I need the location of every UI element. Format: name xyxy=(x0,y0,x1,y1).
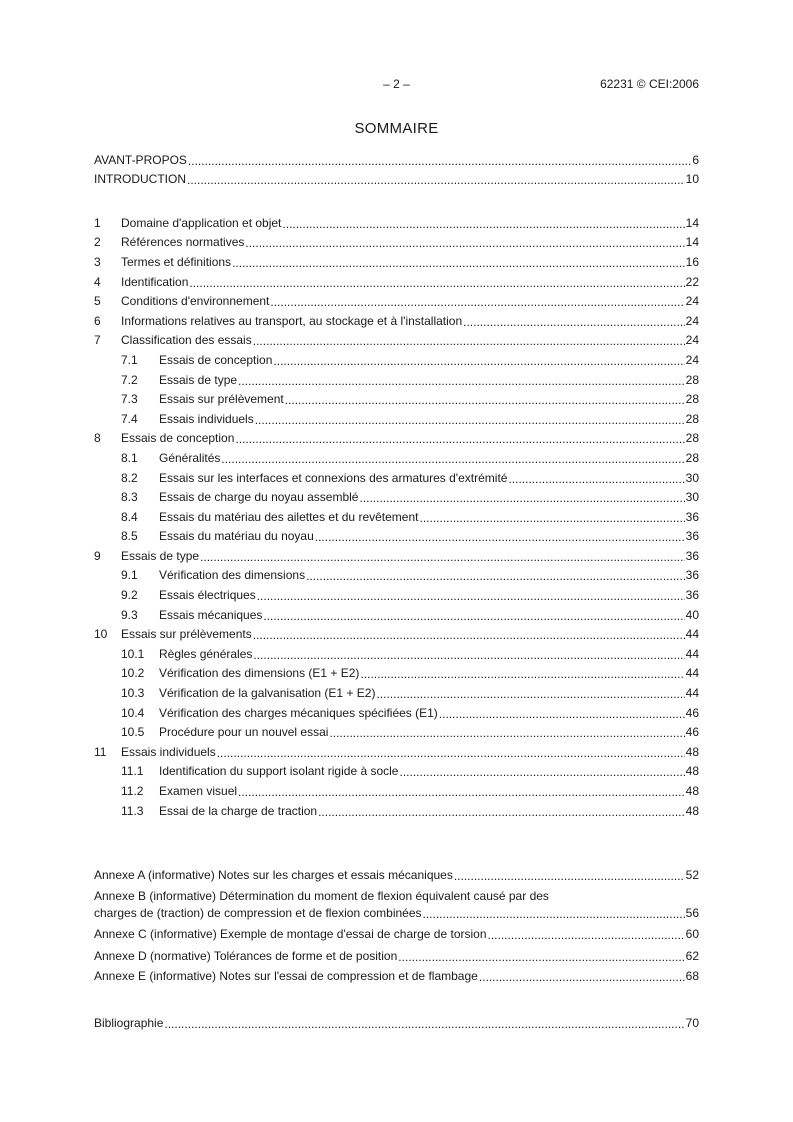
toc-entry-number: 9.1 xyxy=(121,568,138,583)
toc-entry-label: Essais de charge du noyau assemblé xyxy=(159,490,359,505)
toc-entry-page: 6 xyxy=(692,152,699,167)
toc-entry[interactable] xyxy=(94,585,699,605)
toc-entry-label: Annexe D (normative) Tolérances de forme et de position xyxy=(94,948,398,963)
toc-entry-label: Identification du support isolant rigide à socle xyxy=(159,764,399,779)
toc-entry-page: 48 xyxy=(685,803,699,818)
toc-entry-number: 9.3 xyxy=(121,607,138,622)
toc-entry[interactable] xyxy=(94,546,699,566)
toc-entry-label: Essais sur les interfaces et connexions des armatures d'extrémité xyxy=(159,470,508,485)
toc-entry[interactable] xyxy=(94,683,699,703)
toc-entry-number: 9 xyxy=(94,548,101,563)
toc-entry-number: 10.2 xyxy=(121,666,145,681)
toc-entry[interactable] xyxy=(94,624,699,644)
toc-entry-number: 3 xyxy=(94,254,101,269)
toc-entry-page: 28 xyxy=(685,450,699,465)
toc-entry-page: 14 xyxy=(685,215,699,230)
toc-entry-page: 36 xyxy=(685,568,699,583)
toc-entry-annex-a[interactable] xyxy=(94,865,699,885)
toc-entry-label: Essais sur prélèvement xyxy=(159,392,284,407)
toc-entry[interactable] xyxy=(94,389,699,409)
toc-entry-page: 52 xyxy=(685,867,699,882)
toc-entry-number: 7.3 xyxy=(121,392,138,407)
toc-entry-page: 24 xyxy=(685,352,699,367)
toc-entry[interactable] xyxy=(94,762,699,782)
toc-entry-label: Essais de conception xyxy=(121,431,235,446)
toc-entry-number: 10 xyxy=(94,627,108,642)
toc-entry-label: Annexe A (informative) Notes sur les charges et essais mécaniques xyxy=(94,867,453,882)
toc-entry-page: 22 xyxy=(685,274,699,289)
toc-entry-label: Généralités xyxy=(159,450,221,465)
toc-entry-page: 24 xyxy=(685,313,699,328)
toc-entry-label: Termes et définitions xyxy=(121,254,232,269)
toc-entry-page: 10 xyxy=(685,172,699,187)
toc-entry-page: 28 xyxy=(685,431,699,446)
toc-entry[interactable] xyxy=(94,311,699,331)
toc-entry-annex-c[interactable] xyxy=(94,925,699,945)
page-number: – 2 – xyxy=(383,77,410,91)
toc-entry-page: 36 xyxy=(685,509,699,524)
toc-entry-label: Essais du matériau des ailettes et du revêtement xyxy=(159,509,419,524)
toc-entry[interactable] xyxy=(94,429,699,449)
toc-entry-page: 28 xyxy=(685,392,699,407)
toc-entry[interactable] xyxy=(94,150,699,170)
toc-entry-label: Domaine d'application et objet xyxy=(121,215,282,230)
toc-entry-label: Examen visuel xyxy=(159,784,238,799)
toc-entry[interactable] xyxy=(94,566,699,586)
toc-entry-annex-b-line1[interactable]: Annexe B (informative) Détermination du moment de flexion équivalent causé par des xyxy=(94,888,549,903)
toc-entry-page: 24 xyxy=(685,333,699,348)
toc-entry-label: AVANT-PROPOS xyxy=(94,152,187,167)
toc-entry-page: 44 xyxy=(685,686,699,701)
toc-entry-page: 44 xyxy=(685,666,699,681)
toc-entry[interactable] xyxy=(94,272,699,292)
toc-entry-label: Règles générales xyxy=(159,646,253,661)
toc-entry-number: 8.5 xyxy=(121,529,138,544)
toc-entry-number: 5 xyxy=(94,294,101,309)
toc-sections xyxy=(94,213,699,820)
toc-entry-page: 28 xyxy=(685,411,699,426)
toc-entry-page: 24 xyxy=(685,294,699,309)
toc-entry-page: 48 xyxy=(685,784,699,799)
toc-entry-number: 7.2 xyxy=(121,372,138,387)
toc-entry-number: 8.1 xyxy=(121,450,138,465)
toc-entry-label: Essais électriques xyxy=(159,588,256,603)
toc-entry[interactable] xyxy=(94,722,699,742)
toc-entry-number: 1 xyxy=(94,215,101,230)
toc-entry-page: 46 xyxy=(685,705,699,720)
toc-entry-number: 2 xyxy=(94,235,101,250)
toc-entry-annex-b[interactable] xyxy=(94,905,699,922)
toc-entry-number: 8.4 xyxy=(121,509,138,524)
toc-entry-label: Références normatives xyxy=(121,235,245,250)
toc-entry-page: 44 xyxy=(685,627,699,642)
toc-entry-label: INTRODUCTION xyxy=(94,172,186,187)
toc-entry-page: 36 xyxy=(685,548,699,563)
toc-entry[interactable] xyxy=(94,370,699,390)
toc-entry-label: charges de (traction) de compression et de flexion combinées xyxy=(94,906,422,921)
toc-entry-page: 56 xyxy=(685,906,699,921)
toc-entry-page: 44 xyxy=(685,646,699,661)
toc-entry-label: Essais mécaniques xyxy=(159,607,263,622)
page-header xyxy=(94,77,699,93)
toc-entry-number: 10.5 xyxy=(121,725,145,740)
toc-entry-label: Essais sur prélèvements xyxy=(121,627,252,642)
toc-entry-label: Essais du matériau du noyau xyxy=(159,529,314,544)
toc-entry-number: 6 xyxy=(94,313,101,328)
toc-entry-number: 11.1 xyxy=(121,764,144,779)
toc-entry-number: 4 xyxy=(94,274,101,289)
toc-entry[interactable] xyxy=(94,291,699,311)
toc-entry-label: Essais individuels xyxy=(159,411,254,426)
toc-entry-number: 10.3 xyxy=(121,686,145,701)
toc-entry-page: 48 xyxy=(685,764,699,779)
document-id: 62231 © CEI:2006 xyxy=(600,77,699,91)
toc-entry-label: Bibliographie xyxy=(94,1015,164,1030)
toc-entry[interactable] xyxy=(94,350,699,370)
toc-entry-bibliography[interactable] xyxy=(94,1013,699,1033)
toc-entry-number: 7 xyxy=(94,333,101,348)
toc-entry-page: 30 xyxy=(685,490,699,505)
toc-entry-page: 36 xyxy=(685,529,699,544)
toc-entry-number: 7.1 xyxy=(121,352,138,367)
toc-entry-number: 10.1 xyxy=(121,646,145,661)
toc-entry-label: Identification xyxy=(121,274,189,289)
toc-entry-label: Essai de la charge de traction xyxy=(159,803,318,818)
toc-entry-label: Essais individuels xyxy=(121,744,216,759)
toc-entry-number: 11.3 xyxy=(121,803,144,818)
toc-entry[interactable] xyxy=(94,252,699,272)
toc-entry-number: 11 xyxy=(94,744,107,759)
toc-entry-label: Procédure pour un nouvel essai xyxy=(159,725,329,740)
toc-entry[interactable] xyxy=(94,644,699,664)
toc-entry-number: 9.2 xyxy=(121,588,138,603)
toc-entry-label: Conditions d'environnement xyxy=(121,294,270,309)
toc-bibliography xyxy=(94,1013,699,1033)
toc-entry-number: 10.4 xyxy=(121,705,145,720)
toc-entry-page: 60 xyxy=(685,927,699,942)
toc-entry-label: Annexe C (informative) Exemple de montage d'essai de charge de torsion xyxy=(94,927,487,942)
toc-entry-label: Vérification de la galvanisation (E1 + E2) xyxy=(159,686,376,701)
toc-entry[interactable] xyxy=(94,331,699,351)
toc-entry[interactable] xyxy=(94,170,699,190)
toc-entry[interactable] xyxy=(94,801,699,821)
toc-entry-label: Essais de type xyxy=(121,548,200,563)
toc-entry-page: 48 xyxy=(685,744,699,759)
toc-entry-number: 8 xyxy=(94,431,101,446)
toc-entry-label: Vérification des dimensions (E1 + E2) xyxy=(159,666,360,681)
toc-entry-page: 68 xyxy=(685,968,699,983)
toc-entry-label: Essais de conception xyxy=(159,352,273,367)
toc-entry[interactable] xyxy=(94,468,699,488)
toc-entry[interactable] xyxy=(94,213,699,233)
page-title: SOMMAIRE xyxy=(354,120,439,137)
toc-entry-page: 62 xyxy=(685,948,699,963)
toc-entry-label: Informations relatives au transport, au stockage et à l'installation xyxy=(121,313,463,328)
toc-entry-page: 28 xyxy=(685,372,699,387)
toc-entry-page: 14 xyxy=(685,235,699,250)
toc-front-matter xyxy=(94,150,699,189)
toc-entry-number: 8.2 xyxy=(121,470,138,485)
toc-entry-label: Vérification des charges mécaniques spécifiées (E1) xyxy=(159,705,438,720)
toc-entry[interactable] xyxy=(94,448,699,468)
toc-entry-label: Vérification des dimensions xyxy=(159,568,306,583)
toc-entry-number: 8.3 xyxy=(121,490,138,505)
toc-entry-annex-e[interactable] xyxy=(94,966,699,986)
toc-entry-page: 16 xyxy=(685,254,699,269)
toc-entry[interactable] xyxy=(94,781,699,801)
toc-entry-page: 30 xyxy=(685,470,699,485)
toc-entry[interactable] xyxy=(94,487,699,507)
toc-annexes xyxy=(94,865,699,985)
toc-entry[interactable] xyxy=(94,703,699,723)
toc-entry[interactable] xyxy=(94,605,699,625)
toc-entry-page: 46 xyxy=(685,725,699,740)
toc-entry-label: Classification des essais xyxy=(121,333,252,348)
toc-entry-annex-d[interactable] xyxy=(94,946,699,966)
toc-entry-label: Annexe E (informative) Notes sur l'essai de compression et de flambage xyxy=(94,968,478,983)
toc-entry[interactable] xyxy=(94,664,699,684)
toc-entry-label: Essais de type xyxy=(159,372,238,387)
toc-entry-number: 7.4 xyxy=(121,411,138,426)
toc-entry[interactable] xyxy=(94,409,699,429)
toc-entry[interactable] xyxy=(94,527,699,547)
toc-entry-number: 11.2 xyxy=(121,784,144,799)
toc-entry-page: 36 xyxy=(685,588,699,603)
toc-entry[interactable] xyxy=(94,742,699,762)
toc-entry[interactable] xyxy=(94,507,699,527)
toc-entry-page: 70 xyxy=(685,1015,699,1030)
toc-entry[interactable] xyxy=(94,233,699,253)
toc-entry-page: 40 xyxy=(685,607,699,622)
